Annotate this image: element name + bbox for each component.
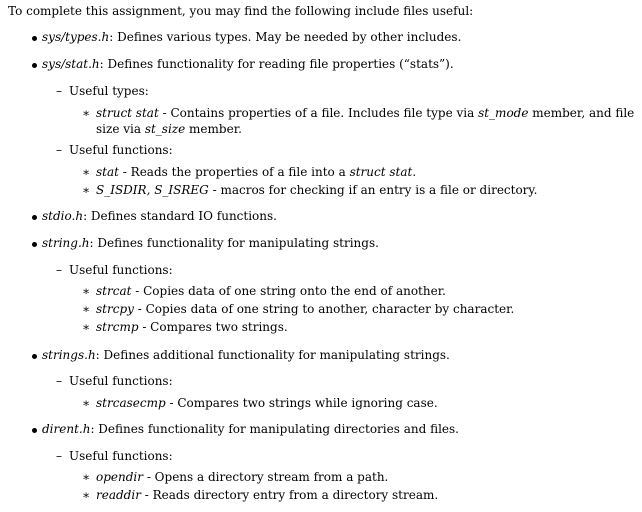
function-strcpy	[96, 302, 642, 317]
bullet-icon	[32, 428, 37, 433]
item-stdio	[42, 209, 642, 224]
useful-functions-label: Useful functions:	[69, 374, 173, 388]
header-desc: : Defines standard IO functions.	[83, 209, 277, 223]
function-desc: - Opens a directory stream from a path.	[143, 470, 389, 484]
function-readdir	[96, 488, 642, 503]
header-name: dirent.h	[42, 422, 91, 436]
bullet-icon	[32, 36, 37, 41]
function-name: S_ISDIR, S_ISREG	[96, 183, 209, 197]
header-name: sys/stat.h	[42, 57, 100, 71]
bullet-icon	[32, 215, 37, 220]
asterisk-icon: ∗	[82, 183, 91, 197]
item-strings	[42, 348, 642, 363]
function-type-ref: struct stat	[349, 165, 413, 179]
function-name: strcat	[96, 284, 132, 298]
asterisk-icon: ∗	[82, 302, 91, 316]
function-desc: - Reads directory entry from a directory stream.	[140, 488, 439, 502]
header-desc: : Defines functionality for manipulating directories and files.	[90, 422, 459, 436]
function-name: stat	[96, 165, 119, 179]
function-desc: - Copies data of one string onto the end of another.	[131, 284, 446, 298]
function-strcasecmp	[96, 396, 642, 411]
function-name: strcpy	[96, 302, 134, 316]
header-desc: : Defines various types. May be needed by other includes.	[109, 30, 462, 44]
member-name-2: st_size	[144, 122, 186, 136]
header-name: strings.h	[42, 348, 96, 362]
type-struct-stat	[96, 106, 642, 121]
asterisk-icon: ∗	[82, 488, 91, 502]
header-desc: : Defines functionality for reading file properties (“stats”).	[99, 57, 454, 71]
function-desc: - Reads the properties of a file into a	[118, 165, 350, 179]
dash-icon: –	[56, 143, 62, 157]
type-desc: - Contains properties of a file. Includes file type via	[158, 106, 479, 120]
dash-icon: –	[56, 263, 62, 277]
bullet-icon	[32, 63, 37, 68]
item-sys-types	[42, 30, 642, 45]
bullet-icon	[32, 354, 37, 359]
asterisk-icon: ∗	[82, 165, 91, 179]
type-desc-2: member, and file	[528, 106, 635, 120]
item-dirent	[42, 422, 642, 437]
item-string	[42, 236, 642, 251]
bullet-icon	[32, 242, 37, 247]
function-desc: - Copies data of one string to another, character by character.	[133, 302, 515, 316]
function-stat	[96, 165, 642, 180]
function-strcat	[96, 284, 642, 299]
type-name: struct stat	[96, 106, 159, 120]
intro-text: To complete this assignment, you may find the following include files useful:	[8, 4, 474, 18]
function-desc: - Compares two strings while ignoring case.	[165, 396, 438, 410]
header-desc: : Defines functionality for manipulating strings.	[89, 236, 379, 250]
function-name: opendir	[96, 470, 143, 484]
asterisk-icon: ∗	[82, 320, 91, 334]
function-strcmp	[96, 320, 642, 335]
function-name: strcasecmp	[96, 396, 166, 410]
function-opendir	[96, 470, 642, 485]
asterisk-icon: ∗	[82, 396, 91, 410]
asterisk-icon: ∗	[82, 284, 91, 298]
function-name: strcmp	[96, 320, 139, 334]
function-desc: - macros for checking if an entry is a file or directory.	[208, 183, 538, 197]
header-name: sys/types.h	[42, 30, 110, 44]
type-desc-4: member.	[185, 122, 242, 136]
header-desc: : Defines additional functionality for manipulating strings.	[95, 348, 450, 362]
useful-functions-label: Useful functions:	[69, 143, 173, 157]
function-desc-2: .	[412, 165, 417, 179]
dash-icon: –	[56, 374, 62, 388]
asterisk-icon: ∗	[82, 106, 91, 120]
useful-functions-label: Useful functions:	[69, 449, 173, 463]
header-name: string.h	[42, 236, 90, 250]
function-name: readdir	[96, 488, 141, 502]
asterisk-icon: ∗	[82, 470, 91, 484]
item-sys-stat	[42, 57, 642, 72]
useful-functions-label: Useful functions:	[69, 263, 173, 277]
dash-icon: –	[56, 84, 62, 98]
useful-types-label: Useful types:	[69, 84, 149, 98]
type-desc-3: size via	[96, 122, 145, 136]
dash-icon: –	[56, 449, 62, 463]
function-desc: - Compares two strings.	[138, 320, 288, 334]
member-name: st_mode	[478, 106, 529, 120]
header-name: stdio.h	[42, 209, 84, 223]
function-macros	[96, 183, 642, 198]
type-struct-stat-line2	[96, 122, 642, 137]
